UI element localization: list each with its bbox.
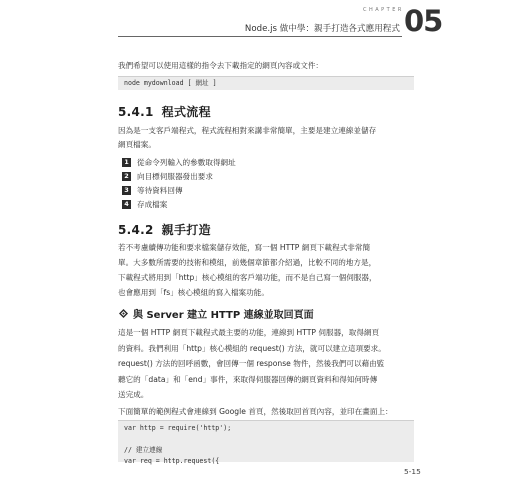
step-label: 等待資料回傳 (137, 185, 183, 195)
flow-steps-list (122, 155, 236, 211)
header-rule (118, 36, 402, 37)
subsection-line-5: 送完成。 (118, 390, 149, 399)
code-line (124, 434, 408, 445)
section-title: 親手打造 (161, 223, 211, 237)
chapter-label: CHAPTER (363, 7, 404, 13)
flow-step (122, 169, 236, 183)
chapter-number: 05 (404, 4, 443, 38)
section-heading-5-4-2 (118, 221, 211, 238)
section-number: 5.4.1 (118, 105, 154, 119)
section-number: 5.4.2 (118, 223, 154, 237)
subsection-line-1: 這是一個 HTTP 網頁下載程式最主要的功能，連線到 HTTP 伺服器，取得網頁 (118, 328, 380, 337)
step-number-badge: 4 (122, 200, 131, 209)
subsection-heading (118, 306, 314, 321)
command-code-box (118, 76, 414, 90)
section-title: 程式流程 (161, 105, 211, 119)
step-number-badge: 1 (122, 158, 131, 167)
code-comment-line: // 建立連線 (124, 446, 163, 454)
section-5-4-2-line-1: 若不考慮續傳功能和要求檔案儲存效能，寫一個 HTTP 網頁下載程式非常簡 (118, 243, 371, 252)
section-5-4-2-line-2: 單。大多數所需要的技術和模組，前幾個章節都介紹過，比較不同的地方是， (118, 258, 377, 267)
section-5-4-1-line-2: 網頁檔案。 (118, 140, 156, 149)
flow-step (122, 183, 236, 197)
subsection-line-4: 聽它的「data」和「end」事件，來取得伺服器回傳的網頁資料和得知何時傳 (118, 375, 378, 384)
section-5-4-1-line-1: 因為是一支客戶端程式，程式流程相對來講非常簡單，主要是建立連線並儲存 (118, 126, 377, 135)
page-number: 5-15 (404, 467, 421, 476)
section-5-4-2-line-3: 下載程式將用到「http」核心模組的客戶端功能，而不是自己寫一個伺服器， (118, 273, 377, 282)
example-code-box (118, 420, 414, 465)
flow-step (122, 155, 236, 169)
step-label: 從命令列輸入的參數取得網址 (137, 157, 236, 167)
section-5-4-2-line-4: 也會應用到「fs」核心模組的寫入檔案功能。 (118, 288, 269, 297)
step-number-badge: 2 (122, 172, 131, 181)
step-label: 向目標伺服器發出要求 (137, 171, 213, 181)
subsection-line-2: 的資料。我們利用「http」核心模組的 request() 方法，就可以建立這項要求。 (118, 344, 386, 353)
example-intro-paragraph: 下面簡單的範例程式會連線到 Google 首頁，然後取回首頁內容，並印在畫面上： (118, 407, 393, 416)
command-line: node mydownload [ 網址 ] (124, 79, 217, 87)
running-header-title: Node.js 做中學：親手打造各式應用程式 (244, 24, 400, 34)
intro-paragraph: 我們希望可以使用這樣的指令去下載指定的網頁內容或文件： (118, 61, 324, 70)
flow-step (122, 197, 236, 211)
code-line: var req = http.request({ (124, 457, 220, 465)
subsection-line-3: request() 方法的回呼函數，會回傳一個 response 物件，然後我們可以藉由監 (118, 359, 385, 368)
section-heading-5-4-1 (118, 103, 211, 120)
step-number-badge: 3 (122, 186, 131, 195)
code-line: var http = require('http'); (124, 424, 232, 432)
diamond-bullet-icon (119, 309, 128, 318)
subsection-title: 與 Server 建立 HTTP 連線並取回頁面 (133, 310, 314, 321)
step-label: 存成檔案 (137, 199, 168, 209)
